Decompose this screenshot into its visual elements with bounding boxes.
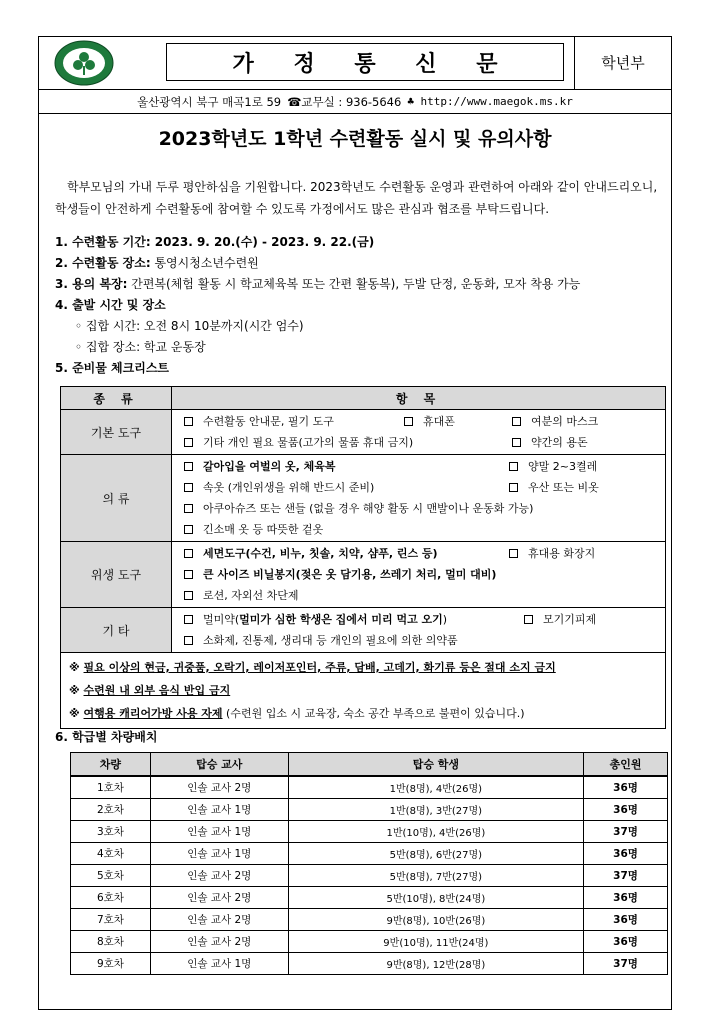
table-row: 8호차 인솔 교사 2명 9반(10명), 11반(24명) 36명 — [71, 931, 668, 953]
table-row: 5호차 인솔 교사 2명 5반(8명), 7반(27명) 37명 — [71, 865, 668, 887]
item-departure: 4. 출발 시간 및 장소 — [55, 298, 166, 312]
section-bus-title: 6. 학급별 차량배치 — [55, 730, 158, 744]
checkbox[interactable] — [512, 438, 521, 447]
checkbox[interactable] — [184, 549, 193, 558]
item-period: 1. 수련활동 기간: 2023. 9. 20.(수) - 2023. 9. 22.(금) — [55, 235, 375, 249]
item-checklist-title: 5. 준비물 체크리스트 — [55, 361, 170, 375]
bus-header-row — [71, 753, 668, 777]
school-phone: ☎교무실 : 936-5646 — [287, 94, 402, 109]
letter-header — [38, 36, 672, 90]
table-row: 9호차 인솔 교사 1명 9반(8명), 12반(28명) 37명 — [71, 953, 668, 975]
category-clothes: 의 류 — [61, 455, 172, 542]
checkbox[interactable] — [509, 549, 518, 558]
school-address: 울산광역시 북구 매곡1로 59 — [137, 94, 282, 109]
checkbox[interactable] — [184, 636, 193, 645]
col-bus: 차량 — [71, 753, 151, 777]
item-place: 2. 수련활동 장소: 통영시청소년수련원 — [55, 256, 259, 270]
department-label: 학년부 — [601, 54, 645, 72]
checkbox[interactable] — [184, 417, 193, 426]
checklist-header-row — [61, 387, 666, 410]
checkbox[interactable] — [184, 615, 193, 624]
table-row: 7호차 인솔 교사 2명 9반(8명), 10반(26명) 36명 — [71, 909, 668, 931]
intro-paragraph: 학부모님의 가내 두루 평안하심을 기원합니다. 2023학년도 수련활동 운영과 관련하여 아래와 같이 안내드리오니, 학생들이 안전하게 수련활동에 참여할 수 있도록 가정에서도 많은 관심과 협조를 부탁드립니다. — [55, 180, 658, 216]
item-meet-place: ◦ 집합 장소: 학교 운동장 — [75, 340, 206, 354]
checkbox[interactable] — [184, 438, 193, 447]
checkbox[interactable] — [184, 525, 193, 534]
col-items: 항 목 — [172, 387, 666, 410]
table-row: 2호차 인솔 교사 1명 1반(8명), 3반(27명) 36명 — [71, 799, 668, 821]
checkbox[interactable] — [512, 417, 521, 426]
school-website[interactable]: ♣ http://www.maegok.ms.kr — [407, 95, 573, 108]
item-meet-time: ◦ 집합 시간: 오전 8시 10분까지(시간 엄수) — [75, 319, 304, 333]
school-logo — [54, 40, 114, 86]
checklist-row-clothes: 의 류 갈아입을 여벌의 옷, 체육복 양말 2~3켤레 속옷 (개인위생을 위해 반드시 준비) 우산 또는 비옷 아쿠아슈즈 또는 샌들 (없을 경우 해양 활동 시 맨발이나 운동화 가능) 긴소매 옷 등 따뜻한 겉옷 — [61, 455, 666, 542]
col-total: 총인원 — [584, 753, 668, 777]
col-teachers: 탑승 교사 — [150, 753, 288, 777]
checkbox[interactable] — [184, 570, 193, 579]
note-no-outside-food: ※ 수련원 내 외부 음식 반입 금지 — [69, 684, 231, 697]
category-etc: 기 타 — [61, 608, 172, 653]
col-category: 종 류 — [61, 387, 172, 410]
letter-title-box — [166, 43, 564, 81]
checkbox[interactable] — [184, 591, 193, 600]
table-row: 1호차 인솔 교사 2명 1반(8명), 4반(26명) 36명 — [71, 776, 668, 799]
checklist-row-hygiene: 위생 도구 세면도구(수건, 비누, 칫솔, 치약, 샴푸, 린스 등) 휴대용 화장지 큰 사이즈 비닐봉지(젖은 옷 담기용, 쓰레기 처리, 멀미 대비) 로션, 자외선 차단제 — [61, 542, 666, 608]
checklist-row-etc: 기 타 멀미약(멀미가 심한 학생은 집에서 미리 먹고 오기) 모기기피제 소화제, 진통제, 생리대 등 개인의 필요에 의한 의약품 — [61, 608, 666, 653]
col-students: 탑승 학생 — [288, 753, 583, 777]
checkbox[interactable] — [184, 483, 193, 492]
checklist-table — [60, 386, 666, 729]
checklist-notes-row — [61, 653, 666, 729]
contact-line — [38, 90, 672, 114]
checkbox[interactable] — [509, 483, 518, 492]
item-dress: 3. 용의 복장: 간편복(체험 활동 시 학교체육복 또는 간편 활동복), 두발 단정, 운동화, 모자 착용 가능 — [55, 277, 581, 291]
bus-assignment-table — [70, 752, 668, 975]
info-list — [55, 232, 670, 379]
checkbox[interactable] — [404, 417, 413, 426]
category-basic: 기본 도구 — [61, 410, 172, 455]
document-title: 2023학년도 1학년 수련활동 실시 및 유의사항 — [158, 128, 552, 150]
note-prohibited: ※ 필요 이상의 현금, 귀중품, 오락기, 레이저포인터, 주류, 담배, 고데기, 화기류 등은 절대 소지 금지 — [69, 661, 556, 674]
table-row: 6호차 인솔 교사 2명 5반(10명), 8반(24명) 36명 — [71, 887, 668, 909]
checklist-row-basic: 기본 도구 수련활동 안내문, 필기 도구 휴대폰 여분의 마스크 기타 개인 필요 물품(고가의 물품 휴대 금지) 약간의 용돈 — [61, 410, 666, 455]
letter-title: 가 정 통 신 문 — [232, 51, 514, 77]
note-carrier: ※ 여행용 캐리어가방 사용 자제 (수련원 입소 시 교육장, 숙소 공간 부족으로 불편이 있습니다.) — [69, 707, 525, 720]
checkbox[interactable] — [184, 504, 193, 513]
checkbox[interactable] — [524, 615, 533, 624]
table-row: 3호차 인솔 교사 1명 1반(10명), 4반(26명) 37명 — [71, 821, 668, 843]
table-row: 4호차 인솔 교사 1명 5반(8명), 6반(27명) 36명 — [71, 843, 668, 865]
checkbox[interactable] — [509, 462, 518, 471]
checkbox[interactable] — [184, 462, 193, 471]
category-hygiene: 위생 도구 — [61, 542, 172, 608]
